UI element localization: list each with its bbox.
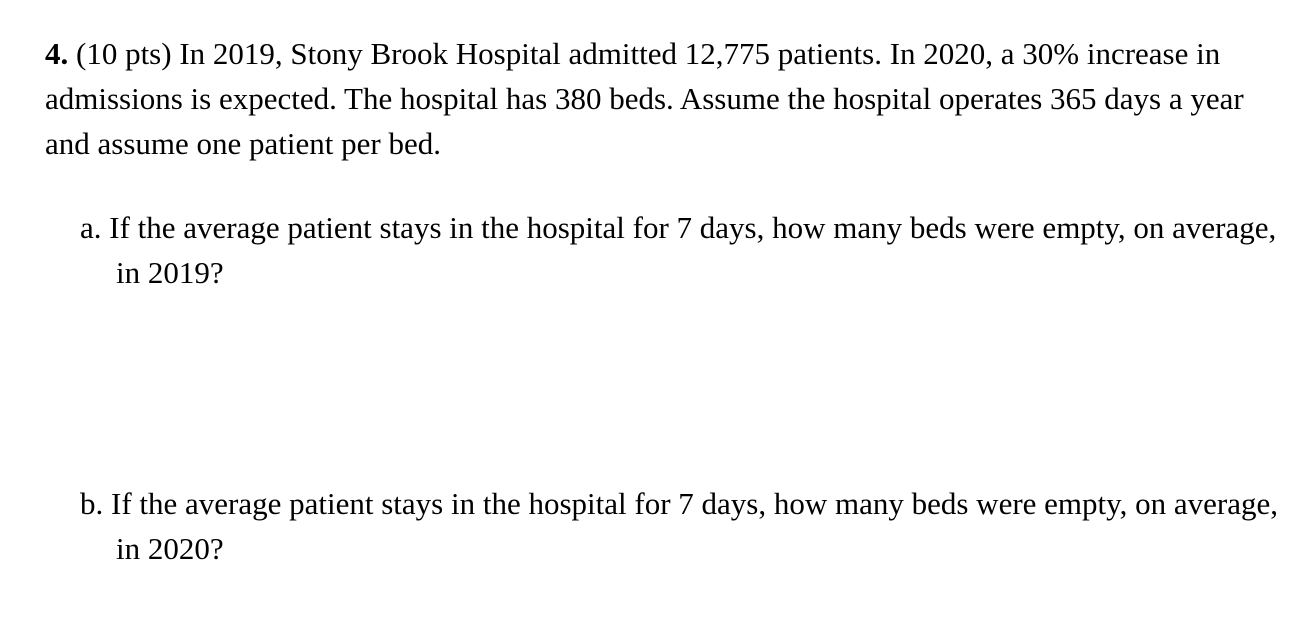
problem-number: 4. — [45, 36, 69, 71]
part-b — [80, 481, 1296, 571]
part-b-label: b. — [80, 486, 104, 521]
part-b-text: If the average patient stays in the hospital for 7 days, how many beds were empty, on average, in 2020? — [103, 486, 1278, 566]
part-a-text: If the average patient stays in the hospital for 7 days, how many beds were empty, on average, in 2019? — [101, 210, 1277, 290]
problem-statement — [45, 31, 1285, 166]
problem-text: (10 pts) In 2019, Stony Brook Hospital admitted 12,775 patients. In 2020, a 30% increase in admissions is expected. The hospital has 380 beds. Assume the hospital operates 365 days a year and assume one patient per bed. — [45, 36, 1244, 161]
part-a-label: a. — [80, 210, 102, 245]
part-a — [80, 205, 1296, 295]
